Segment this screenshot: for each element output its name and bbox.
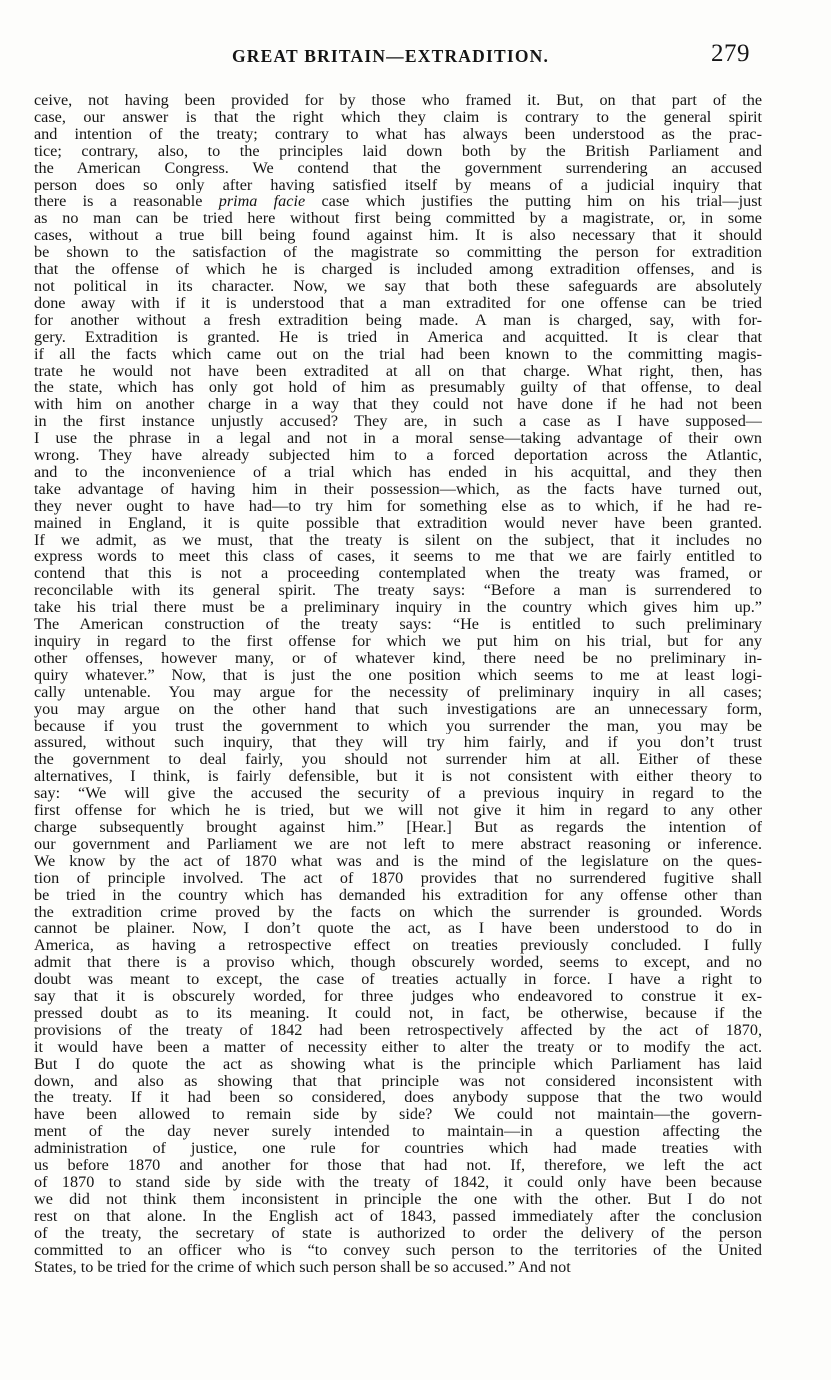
text-line: cally untenable. You may argue for the necessity of preliminary inquiry in all cases; — [34, 683, 762, 701]
text-line: be tried in the country which has demanded his extradition for any offense other than — [34, 886, 762, 904]
text-line: But I do quote the act as showing what is the principle which Parliament has laid — [34, 1055, 762, 1073]
text-line: trate he would not have been extradited at all on that charge. What right, then, has — [34, 362, 762, 380]
text-line: inquiry in regard to the first offense for which we put him on his trial, but for any — [34, 633, 762, 650]
text-line: we did not think them inconsistent in principle the one with the other. But I do not — [34, 1190, 762, 1208]
text-line: doubt was meant to except, the case of treaties actually in force. I have a right to — [34, 971, 762, 989]
text-line: tice; contrary, also, to the principles laid down both by the British Parliament and — [34, 142, 762, 160]
text-line: contend that this is not a proceeding contemplated when the treaty was framed, or — [34, 565, 762, 583]
text-line: reconcilable with its general spirit. The treaty says: “Before a man is surrendered to — [34, 582, 762, 600]
text-line: that the offense of which he is charged is included among extradition offenses, and is — [34, 261, 762, 278]
text-line: be shown to the satisfaction of the magistrate so committing the person for extradition — [34, 244, 762, 262]
text-line: the extradition crime proved by the facts on which the surrender is grounded. Words — [34, 903, 762, 921]
text-line: ment of the day never surely intended to maintain—in a question affecting the — [34, 1123, 762, 1141]
text-line: of the treaty, the secretary of state is authorized to order the delivery of the person — [34, 1224, 762, 1242]
text-line: in the first instance unjustly accused? They are, in such a case as I have supposed— — [34, 413, 762, 431]
text-line: the treaty. If it had been so considered, does anybody suppose that the two would — [34, 1089, 762, 1107]
text-line: America, as having a retrospective effect on treaties previously concluded. I fully — [34, 937, 762, 955]
text-line: say: “We will give the accused the security of a previous inquiry in regard to the — [34, 785, 762, 803]
text-line: quiry whatever.” Now, that is just the one position which seems to me at least logi- — [34, 666, 762, 684]
text-line: tion of principle involved. The act of 1870 provides that no surrendered fugitive shall — [34, 869, 762, 887]
text-line: administration of justice, one rule for countries which had made treaties with — [34, 1140, 762, 1158]
text-line: there is a reasonable prima facie case which justifies the putting him on his trial—just — [34, 193, 762, 211]
text-line: have been allowed to remain side by side? We could not maintain—the govern- — [34, 1106, 762, 1124]
text-line: they never ought to have had—to try him for something else as to which, if he had re- — [34, 497, 762, 515]
text-line: our government and Parliament we are not left to mere abstract reasoning or inference. — [34, 835, 762, 853]
text-line: The American construction of the treaty says: “He is entitled to such preliminary — [34, 616, 762, 633]
text-line: mained in England, it is quite possible that extradition would never have been granted. — [34, 514, 762, 532]
text-line: down, and also as showing that that principle was not considered inconsistent with — [34, 1072, 762, 1090]
text-line: you may argue on the other hand that such investigations are an unnecessary form, — [34, 700, 762, 718]
text-line: admit that there is a proviso which, though obscurely worded, seems to except, and no — [34, 954, 762, 972]
text-line: wrong. They have already subjected him to a forced deportation across the Atlantic, — [34, 447, 762, 464]
text-line: case, our answer is that the right which they claim is contrary to the general spirit — [34, 108, 762, 126]
text-line: done away with if it is understood that a man extradited for one offense can be tried — [34, 294, 762, 312]
text-line: other offenses, however many, or of whatever kind, there need be no preliminary in- — [34, 649, 762, 667]
text-line: committed to an officer who is “to convey such person to the territories of the United — [34, 1241, 762, 1259]
text-line: charge subsequently brought against him.” [Hear.] But as regards the intention of — [34, 818, 762, 836]
text-line: rest on that alone. In the English act of 1843, passed immediately after the conclusion — [34, 1207, 762, 1225]
text-line: gery. Extradition is granted. He is tried in America and acquitted. It is clear that — [34, 328, 762, 346]
text-line: say that it is obscurely worded, for three judges who endeavored to construe it ex- — [34, 988, 762, 1005]
text-line: first offense for which he is tried, but we will not give it him in regard to any other — [34, 802, 762, 819]
page-number: 279 — [711, 40, 750, 67]
text-line: the state, which has only got hold of him as presumably guilty of that offense, to deal — [34, 379, 762, 397]
text-line: States, to be tried for the crime of which such person shall be so accused.” And not — [34, 1258, 571, 1276]
text-line: If we admit, as we must, that the treaty is silent on the subject, that it includes no — [34, 531, 762, 549]
text-line: the government to deal fairly, you should not surrender him at all. Either of these — [34, 751, 762, 769]
text-line: not political in its character. Now, we say that both these safeguards are absolutely — [34, 277, 762, 295]
text-line: express words to meet this class of cases, it seems to me that we are fairly entitled to — [34, 548, 762, 566]
text-line: We know by the act of 1870 what was and is the mind of the legislature on the ques- — [34, 852, 762, 870]
text-line: as no man can be tried here without first being committed by a magistrate, or, in some — [34, 210, 762, 228]
text-line: pressed doubt as to its meaning. It could not, in fact, be otherwise, because if the — [34, 1004, 762, 1022]
text-line: assured, without such inquiry, that they will try him fairly, and if you don’t trust — [34, 734, 762, 752]
text-line: us before 1870 and another for those that had not. If, therefore, we left the act — [34, 1157, 762, 1174]
text-line: person does so only after having satisfied itself by means of a judicial inquiry that — [34, 176, 762, 194]
text-line: provisions of the treaty of 1842 had been retrospectively affected by the act of 1870, — [34, 1021, 762, 1039]
page-header — [0, 42, 831, 72]
running-title: GREAT BRITAIN—EXTRADITION. — [232, 46, 550, 66]
text-line: alternatives, I think, is fairly defensible, but it is not consistent with either theory to — [34, 768, 762, 786]
text-line: and intention of the treaty; contrary to what has always been understood as the prac- — [34, 125, 762, 143]
body-text — [34, 92, 762, 1275]
text-line: cannot be plainer. Now, I don’t quote the act, as I have been understood to do in — [34, 920, 762, 938]
text-line: of 1870 to stand side by side with the treaty of 1842, it could only have been because — [34, 1174, 762, 1191]
text-line: and to the inconvenience of a trial which has ended in his acquittal, and they then — [34, 463, 762, 481]
text-line: with him on another charge in a way that they could not have done if he had not been — [34, 396, 762, 414]
text-line: the American Congress. We contend that the government surrendering an accused — [34, 159, 762, 177]
text-line: take advantage of having him in their possession—which, as the facts have turned out, — [34, 480, 762, 498]
text-line: for another without a fresh extradition being made. A man is charged, say, with for- — [34, 311, 762, 329]
text-line: I use the phrase in a legal and not in a moral sense—taking advantage of their own — [34, 430, 762, 448]
text-line: it would have been a matter of necessity either to alter the treaty or to modify the act. — [34, 1038, 762, 1056]
text-line: if all the facts which came out on the trial had been known to the committing magis- — [34, 345, 762, 363]
text-line: take his trial there must be a preliminary inquiry in the country which gives him up.” — [34, 599, 762, 617]
text-line: cases, without a true bill being found against him. It is also necessary that it should — [34, 227, 762, 245]
text-line: because if you trust the government to which you surrender the man, you may be — [34, 717, 762, 735]
text-line: ceive, not having been provided for by those who framed it. But, on that part of the — [34, 92, 762, 109]
